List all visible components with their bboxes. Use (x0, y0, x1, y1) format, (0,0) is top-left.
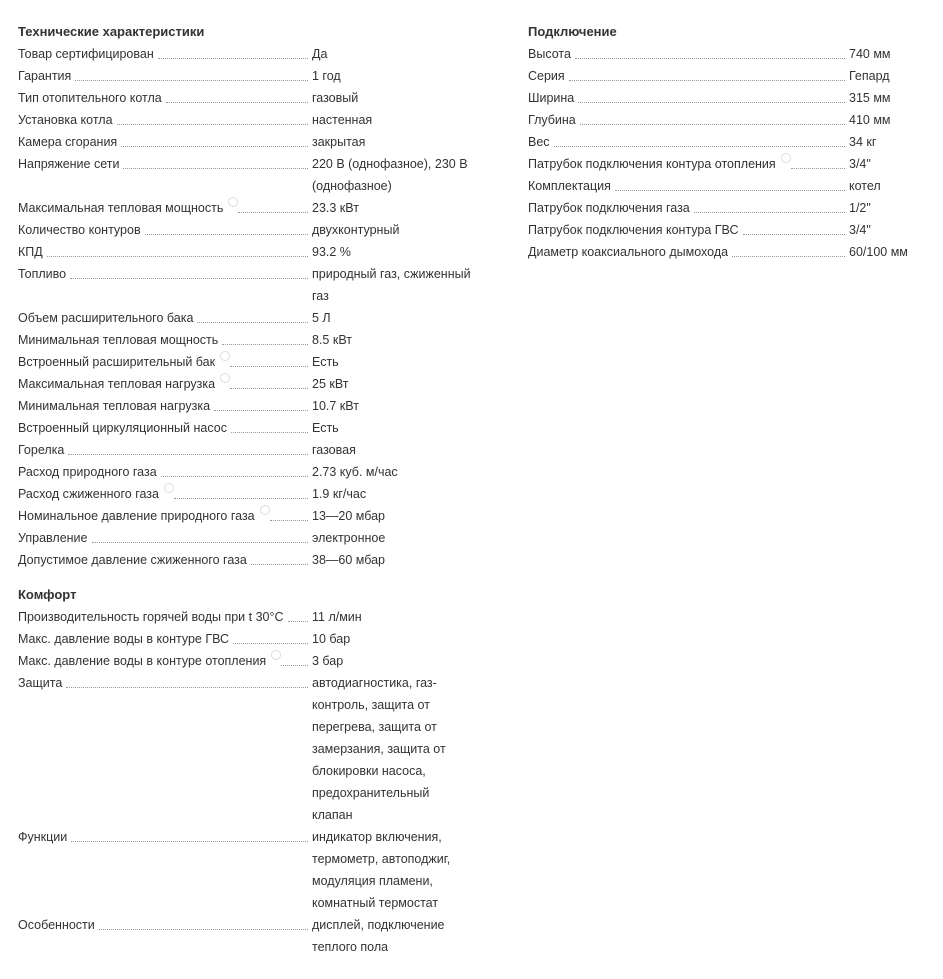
dotted-leader (99, 914, 312, 936)
dotted-leader (281, 650, 312, 672)
spec-row (18, 461, 473, 483)
spec-row (18, 263, 473, 307)
dotted-leader (166, 87, 312, 109)
spec-label-wrap (528, 241, 849, 263)
spec-label-wrap (18, 527, 312, 549)
spec-label-wrap (18, 263, 312, 285)
spec-value: природный газ, сжиженный газ (312, 267, 471, 303)
spec-row (18, 826, 473, 914)
dotted-leader (66, 672, 312, 694)
dotted-leader (233, 628, 312, 650)
dotted-leader (732, 241, 849, 263)
dotted-leader (230, 351, 312, 373)
spec-row (18, 351, 473, 373)
dotted-leader (251, 549, 312, 571)
dotted-leader (615, 175, 849, 197)
spec-row (18, 483, 473, 505)
spec-label: Камера сгорания (18, 135, 118, 149)
spec-value: 1/2" (849, 201, 871, 215)
dotted-leader (569, 65, 849, 87)
spec-label-wrap (18, 241, 312, 263)
spec-value: автодиагностика, газ-контроль, защита от перегрева, защита от замерзания, защита от блокировки насоса, предохранительный клапан (312, 676, 446, 822)
spec-row (18, 131, 473, 153)
spec-row (528, 219, 918, 241)
spec-label: Макс. давление воды в контуре отопления (18, 654, 267, 668)
dotted-leader (222, 329, 312, 351)
dotted-leader (554, 131, 849, 153)
spec-label-wrap (18, 197, 312, 219)
spec-row (18, 628, 473, 650)
spec-label: Глубина (528, 113, 576, 127)
spec-value: 2.73 куб. м/час (312, 465, 398, 479)
help-circle-icon[interactable] (260, 505, 270, 515)
spec-label-wrap (528, 197, 849, 219)
help-circle-icon[interactable] (271, 650, 281, 660)
spec-label-wrap (18, 65, 312, 87)
spec-row (18, 373, 473, 395)
dotted-leader (230, 373, 312, 395)
section-title-tech: Технические характеристики (18, 24, 205, 39)
spec-label: Установка котла (18, 113, 113, 127)
spec-row (18, 914, 473, 958)
spec-value: закрытая (312, 135, 366, 149)
spec-label-wrap (18, 672, 312, 694)
spec-label-wrap (528, 43, 849, 65)
spec-row (18, 439, 473, 461)
left-column (18, 20, 473, 958)
help-circle-icon[interactable] (781, 153, 791, 163)
spec-value: 8.5 кВт (312, 333, 352, 347)
spec-value: 93.2 % (312, 245, 351, 259)
spec-label-wrap (18, 417, 312, 439)
spec-value: Да (312, 47, 328, 61)
spec-value: 38—60 мбар (312, 553, 386, 567)
spec-row (528, 109, 918, 131)
spec-label: Встроенный циркуляционный насос (18, 421, 227, 435)
spec-value: двухконтурный (312, 223, 400, 237)
spec-row (18, 549, 473, 571)
spec-label-wrap (528, 175, 849, 197)
spec-label: Серия (528, 69, 565, 83)
spec-label-wrap (18, 153, 312, 175)
spec-label: Встроенный расширительный бак (18, 355, 216, 369)
spec-label-wrap (18, 351, 312, 373)
spec-label: Диаметр коаксиального дымохода (528, 245, 729, 259)
spec-label-wrap (18, 650, 312, 672)
spec-value: 410 мм (849, 113, 891, 127)
spec-label-wrap (528, 219, 849, 241)
spec-row (18, 307, 473, 329)
spec-label: Особенности (18, 918, 95, 932)
dotted-leader (214, 395, 312, 417)
spec-value: 3 бар (312, 654, 344, 668)
spec-row (18, 153, 473, 197)
section-title-comfort: Комфорт (18, 587, 77, 602)
spec-label: Расход природного газа (18, 465, 157, 479)
spec-label-wrap (18, 109, 312, 131)
spec-row (528, 241, 918, 263)
dotted-leader (161, 461, 312, 483)
connection-spec-list (528, 43, 918, 263)
spec-value: 220 В (однофазное), 230 В (однофазное) (312, 157, 468, 193)
spec-label: Минимальная тепловая мощность (18, 333, 219, 347)
spec-value: 1 год (312, 69, 341, 83)
spec-label-wrap (18, 606, 312, 628)
spec-value: 25 кВт (312, 377, 349, 391)
spec-label: Комплектация (528, 179, 611, 193)
spec-value: 5 Л (312, 311, 331, 325)
spec-label: Номинальное давление природного газа (18, 509, 255, 523)
dotted-leader (791, 153, 849, 175)
spec-row (528, 197, 918, 219)
help-circle-icon[interactable] (220, 351, 230, 361)
spec-label-wrap (18, 373, 312, 395)
dotted-leader (121, 131, 312, 153)
spec-value: 60/100 мм (849, 245, 908, 259)
dotted-leader (743, 219, 849, 241)
dotted-leader (158, 43, 312, 65)
help-circle-icon[interactable] (164, 483, 174, 493)
spec-row (528, 87, 918, 109)
dotted-leader (238, 197, 312, 219)
dotted-leader (68, 439, 312, 461)
spec-label-wrap (18, 826, 312, 848)
spec-label: Максимальная тепловая мощность (18, 201, 224, 215)
spec-label-wrap (528, 109, 849, 131)
spec-value: 11 л/мин (312, 610, 362, 624)
spec-value: 34 кг (849, 135, 877, 149)
spec-row (18, 87, 473, 109)
spec-value: Есть (312, 355, 339, 369)
dotted-leader (71, 826, 312, 848)
spec-value: 23.3 кВт (312, 201, 359, 215)
dotted-leader (270, 505, 312, 527)
spec-value: настенная (312, 113, 373, 127)
spec-value: газовая (312, 443, 356, 457)
section-title-connection: Подключение (528, 24, 617, 39)
spec-row (528, 43, 918, 65)
spec-label: Гарантия (18, 69, 72, 83)
spec-label-wrap (528, 153, 849, 175)
spec-row (528, 131, 918, 153)
spec-label-wrap (18, 395, 312, 417)
dotted-leader (70, 263, 312, 285)
dotted-leader (117, 109, 312, 131)
spec-row (18, 650, 473, 672)
spec-row (18, 395, 473, 417)
dotted-leader (231, 417, 312, 439)
help-circle-icon[interactable] (220, 373, 230, 383)
spec-row (18, 329, 473, 351)
spec-label-wrap (18, 505, 312, 527)
spec-label: Макс. давление воды в контуре ГВС (18, 632, 230, 646)
dotted-leader (47, 241, 312, 263)
spec-label: Производительность горячей воды при t 30°C (18, 610, 284, 624)
spec-label: Патрубок подключения газа (528, 201, 690, 215)
spec-label-wrap (18, 439, 312, 461)
spec-value: газовый (312, 91, 359, 105)
spec-row (18, 527, 473, 549)
dotted-leader (580, 109, 849, 131)
spec-label-wrap (18, 549, 312, 571)
right-column (528, 20, 918, 263)
spec-label: Топливо (18, 267, 67, 281)
spec-row (528, 65, 918, 87)
spec-label-wrap (528, 87, 849, 109)
spec-label: Тип отопительного котла (18, 91, 162, 105)
spec-value: 10 бар (312, 632, 351, 646)
spec-label: Патрубок подключения контура отопления (528, 157, 776, 171)
spec-row (18, 109, 473, 131)
dotted-leader (197, 307, 312, 329)
spec-value: котел (849, 179, 881, 193)
spec-label-wrap (18, 461, 312, 483)
spec-label: Объем расширительного бака (18, 311, 194, 325)
spec-label: Расход сжиженного газа (18, 487, 159, 501)
dotted-leader (288, 606, 312, 628)
spec-row (528, 153, 918, 175)
spec-label: Напряжение сети (18, 157, 120, 171)
spec-label: Максимальная тепловая нагрузка (18, 377, 216, 391)
spec-value: 13—20 мбар (312, 509, 386, 523)
spec-label: Защита (18, 676, 63, 690)
dotted-leader (174, 483, 312, 505)
spec-value: дисплей, подключение теплого пола (312, 918, 445, 954)
spec-label: Количество контуров (18, 223, 141, 237)
spec-row (528, 175, 918, 197)
spec-value: 1.9 кг/час (312, 487, 367, 501)
tech-spec-list (18, 43, 473, 571)
spec-value: Есть (312, 421, 339, 435)
dotted-leader (694, 197, 849, 219)
spec-value: 3/4" (849, 157, 871, 171)
help-circle-icon[interactable] (228, 197, 238, 207)
spec-label-wrap (18, 131, 312, 153)
comfort-spec-list (18, 606, 473, 958)
dotted-leader (145, 219, 312, 241)
spec-row (18, 65, 473, 87)
spec-row (18, 219, 473, 241)
spec-label-wrap (528, 65, 849, 87)
spec-value: Гепард (849, 69, 890, 83)
spec-row (18, 505, 473, 527)
spec-label-wrap (528, 131, 849, 153)
spec-row (18, 241, 473, 263)
spec-label-wrap (18, 43, 312, 65)
spec-label: Высота (528, 47, 571, 61)
spec-value: 740 мм (849, 47, 891, 61)
spec-label: Вес (528, 135, 550, 149)
spec-label-wrap (18, 87, 312, 109)
spec-row (18, 43, 473, 65)
spec-row (18, 197, 473, 219)
spec-label: Допустимое давление сжиженного газа (18, 553, 247, 567)
spec-value: индикатор включения, термометр, автоподжиг, модуляция пламени, комнатный термостат (312, 830, 451, 910)
spec-value: 315 мм (849, 91, 891, 105)
dotted-leader (123, 153, 312, 175)
spec-row (18, 606, 473, 628)
dotted-leader (75, 65, 312, 87)
spec-label: Функции (18, 830, 68, 844)
spec-label: Управление (18, 531, 88, 545)
spec-label: Патрубок подключения контура ГВС (528, 223, 739, 237)
spec-label: Ширина (528, 91, 575, 105)
dotted-leader (92, 527, 313, 549)
spec-label: Горелка (18, 443, 65, 457)
dotted-leader (578, 87, 849, 109)
spec-label-wrap (18, 329, 312, 351)
spec-value: электронное (312, 531, 386, 545)
spec-label-wrap (18, 483, 312, 505)
spec-label-wrap (18, 628, 312, 650)
spec-label-wrap (18, 219, 312, 241)
dotted-leader (575, 43, 849, 65)
spec-label: КПД (18, 245, 43, 259)
spec-row (18, 672, 473, 826)
spec-label: Товар сертифицирован (18, 47, 154, 61)
spec-label-wrap (18, 307, 312, 329)
spec-label: Минимальная тепловая нагрузка (18, 399, 211, 413)
spec-row (18, 417, 473, 439)
spec-value: 10.7 кВт (312, 399, 359, 413)
spec-label-wrap (18, 914, 312, 936)
spec-value: 3/4" (849, 223, 871, 237)
